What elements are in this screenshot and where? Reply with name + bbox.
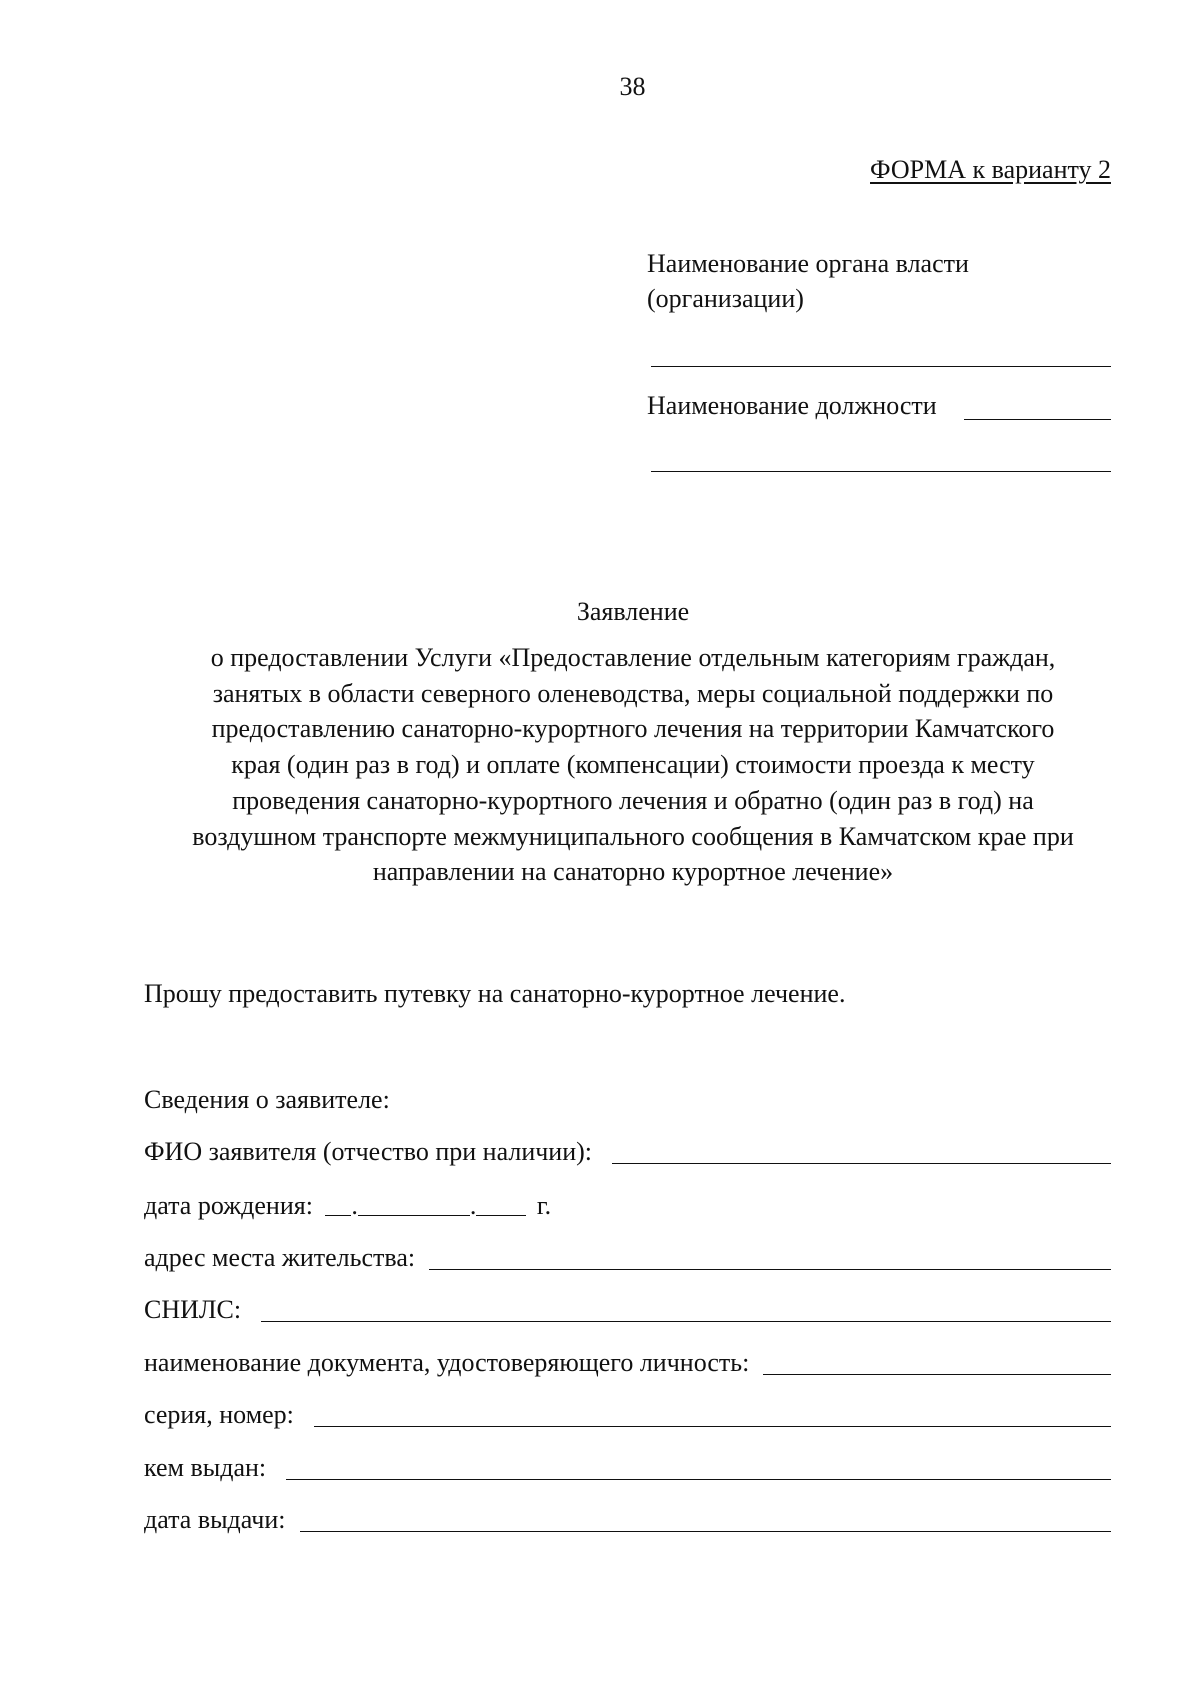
subject-line: воздушном транспорте межмуниципального сообщения в Камчатском крае при	[192, 821, 1074, 851]
birth-month-field[interactable]	[358, 1215, 470, 1216]
position-line-2[interactable]	[651, 471, 1111, 472]
applicant-heading: Сведения о заявителе:	[144, 1085, 390, 1114]
id-document-field[interactable]	[763, 1374, 1111, 1375]
birth-date-label: дата рождения:	[144, 1191, 313, 1220]
issue-date-row	[144, 1502, 1111, 1536]
issued-by-field[interactable]	[286, 1479, 1111, 1480]
subject-line: направлении на санаторно курортное лечение»	[372, 857, 894, 887]
snils-row	[144, 1292, 1111, 1326]
issue-date-label: дата выдачи:	[144, 1505, 286, 1534]
birth-date-separator: .	[351, 1191, 358, 1220]
authority-name-label: Наименование органа власти	[647, 249, 969, 278]
series-number-label: серия, номер:	[144, 1400, 294, 1429]
subject-line: края (один раз в год) и оплате (компенсации) стоимости проезда к месту	[231, 750, 1035, 780]
series-number-field[interactable]	[314, 1426, 1111, 1427]
birth-date-row	[144, 1190, 551, 1222]
page-number: 38	[619, 72, 646, 101]
fio-label: ФИО заявителя (отчество при наличии):	[144, 1137, 593, 1166]
authority-name-label-cont: (организации)	[647, 284, 804, 313]
fio-row	[144, 1134, 1111, 1168]
request-text: Прошу предоставить путевку на санаторно-курортное лечение.	[144, 979, 846, 1008]
form-variant-label: ФОРМА к варианту 2	[870, 155, 1111, 184]
address-field[interactable]	[429, 1269, 1111, 1270]
id-document-label: наименование документа, удостоверяющего личность:	[144, 1348, 750, 1377]
issue-date-field[interactable]	[300, 1531, 1111, 1532]
subject-line: занятых в области северного оленеводства, меры социальной поддержки по	[212, 678, 1054, 708]
birth-day-field[interactable]	[325, 1215, 351, 1216]
birth-year-field[interactable]	[476, 1215, 526, 1216]
birth-date-separator: .	[469, 1191, 477, 1220]
series-number-row	[144, 1397, 1111, 1431]
id-document-row	[144, 1345, 1111, 1379]
subject-line: предоставлению санаторно-курортного лечения на территории Камчатского	[211, 714, 1055, 744]
snils-label: СНИЛС:	[144, 1295, 242, 1324]
address-label: адрес места жительства:	[144, 1243, 416, 1272]
statement-title: Заявление	[576, 597, 690, 626]
snils-field[interactable]	[261, 1321, 1111, 1322]
issued-by-label: кем выдан:	[144, 1453, 267, 1482]
authority-name-line[interactable]	[651, 366, 1111, 367]
statement-subject	[138, 640, 1128, 890]
subject-line: о предоставлении Услуги «Предоставление отдельным категориям граждан,	[210, 643, 1056, 672]
subject-line: проведения санаторно-курортного лечения и обратно (один раз в год) на	[232, 785, 1034, 815]
issued-by-row	[144, 1450, 1111, 1484]
birth-year-suffix: г.	[536, 1191, 552, 1220]
position-line[interactable]	[964, 419, 1111, 420]
fio-field[interactable]	[612, 1163, 1111, 1164]
address-row	[144, 1240, 1111, 1274]
position-label: Наименование должности	[647, 391, 937, 420]
